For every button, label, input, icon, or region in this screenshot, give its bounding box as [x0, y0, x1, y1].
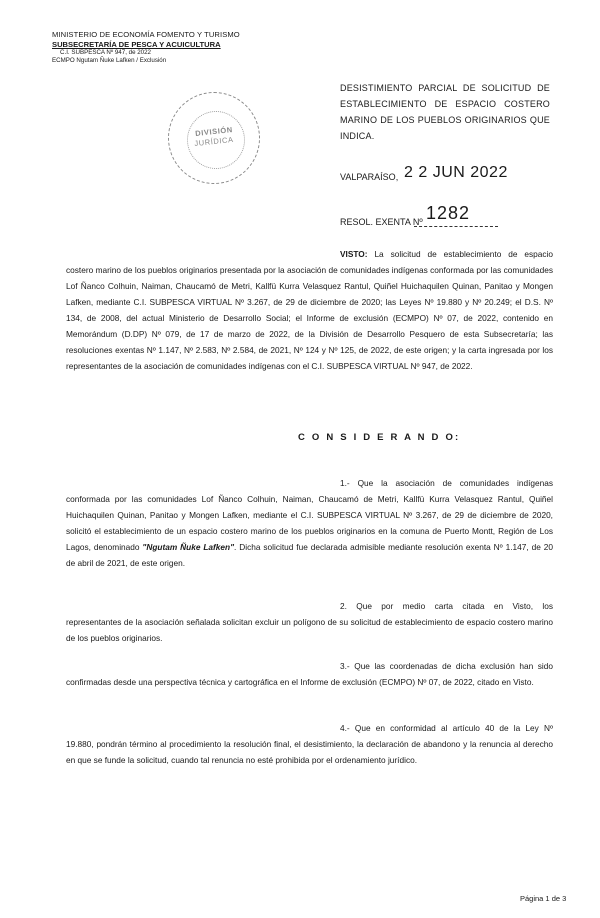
visto-label: VISTO: [340, 249, 368, 259]
ci-reference: C.I. SUBPESCA Nº 947, de 2022 [60, 49, 151, 57]
stamp-line-1: DIVISIÓN [194, 125, 234, 138]
subsecretaria-name: SUBSECRETARÍA DE PESCA Y ACUICULTURA [52, 39, 221, 49]
item-1-text-b: . Dicha solicitud fue declarada admisible mediante resolución exenta Nº 1.147, de 20 de abril de 2021, de este origen. [66, 542, 553, 568]
resolution-label: RESOL. EXENTA Nº [340, 217, 423, 227]
date-stamp: 2 2 JUN 2022 [404, 164, 508, 181]
visto-text: La solicitud de establecimiento de espacio costero marino de los pueblos originarios presentada por la asociación de comunidades indígenas conformada por las comunidades Lof Ñanco Colhuin, Naiman, Chaucamó de Metri, Kallfü Kurra Velasquez Rantul, Quiñel Huichaquilen Quinan, Panitao y Mongen Lafken, mediante C.I. SUBPESCA VIRTUAL Nº 3.267, de 29 de diciembre de 2020; las Leyes Nº 19.880 y Nº 20.249; el D.S. Nº 134, de 2008, del actual Ministerio de Desarrollo Social; el Informe de exclusión (ECMPO) Nº 07, de 2022, contenido en Memorándum (D.DP) Nº 079, de 17 de marzo de 2022, de la División de Desarrollo Pesquero de esta Subsecretaría; las resoluciones exentas Nº 1.147, Nº 2.583, Nº 2.584, de 2021, Nº 124 y Nº 125, de 2022, de este origen; y la carta ingresada por los representantes de la asociación de comunidades indígenas con el C.I. SUBPESCA VIRTUAL Nº 947, de 2022. [66, 249, 553, 371]
item-2-number: 2. [340, 601, 347, 611]
item-1-number: 1.- [340, 478, 350, 488]
resolution-number: 1282 [426, 203, 471, 223]
item-3-text: Que las coordenadas de dicha exclusión han sido confirmadas desde una perspectiva técnica y cartográfica en el Informe de exclusión (ECMPO) Nº 07, de 2022, citado en Visto. [66, 661, 553, 687]
city: VALPARAÍSO, [340, 172, 399, 182]
ecmpo-reference: ECMPO Ngutam Ñuke Lafken / Exclusión [52, 57, 167, 65]
item-3-number: 3.- [340, 661, 350, 671]
page-number: Página 1 de 3 [520, 894, 567, 903]
document-title: DESISTIMIENTO PARCIAL DE SOLICITUD DE ESTABLECIMIENTO DE ESPACIO COSTERO MARINO DE LOS PUEBLOS ORIGINARIOS QUE INDICA. [340, 83, 550, 141]
ministry-name: MINISTERIO DE ECONOMÍA FOMENTO Y TURISMO [52, 30, 240, 39]
document-header [52, 30, 240, 65]
ecmpo-name: "Ngutam Ñuke Lafken" [142, 542, 235, 552]
considerando-item-2 [66, 598, 553, 646]
visto-paragraph [66, 246, 553, 374]
considerando-item-3 [66, 658, 553, 690]
considerando-item-1 [66, 475, 553, 571]
stamp-line-2: JURÍDICA [193, 134, 235, 149]
item-4-number: 4.- [340, 723, 350, 733]
division-juridica-stamp [168, 92, 260, 184]
item-4-text: Que en conformidad al artículo 40 de la Ley Nº 19.880, pondrán término al procedimiento la resolución final, el desistimiento, la declaración de abandono y la renuncia al derecho en que se funde la solicitud, cuando tal renuncia no esté prohibida por el ordenamiento jurídico. [66, 723, 554, 765]
considerando-heading: C O N S I D E R A N D O: [298, 432, 461, 443]
considerando-item-4 [66, 720, 553, 768]
item-1-text-a: Que la asociación de comunidades indígenas conformada por las comunidades Lof Ñanco Colhuin, Naiman, Chaucamó de Metri, Kallfü Kurra Velasquez Rantul, Quiñel Huichaquilen Quinan, Panitao y Mongen Lafken, mediante el C.I. SUBPESCA VIRTUAL Nº 3.267, de 29 de diciembre de 2020, solicitó el establecimiento de un espacio costero marino de los pueblos originarios en la comuna de Puerto Montt, Región de Los Lagos, denominado [66, 478, 553, 552]
resolution-underline [414, 226, 498, 227]
item-2-text: Que por medio carta citada en Visto, los representantes de la asociación señalada solicitan excluir un polígono de su solicitud de establecimiento de espacio costero marino de los pueblos originarios. [66, 601, 553, 643]
